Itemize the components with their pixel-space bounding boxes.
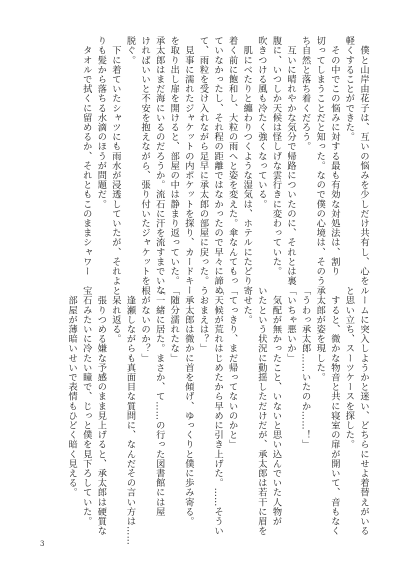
text-line: 「天候が荒れはじめたから早めに引き上げた。……そうい (212, 286, 224, 536)
text-line: タオルで拭くに留めるか、それともこのままシャワー (80, 36, 92, 276)
text-line: すると、微かな物音と共に寝室の扉が開いて、音もなく (328, 286, 340, 536)
text-line: 腹に、いつしか天候は怪しげな雲行きに変わっていた。 (270, 36, 282, 276)
text-line: 着く前に飽和し、大粒の雨へと姿を変えた。傘なんてもっ (226, 36, 238, 286)
text-line: 下に着ていたシャツにも雨水が浸透していたが、それよ (109, 36, 121, 286)
text-line: 互いに晴れやかな気分で帰路についたのに、それとは裏 (285, 36, 297, 286)
text-line: ければいいと不安を抱えながら、張り付いたジャケットを (139, 36, 151, 286)
text-line: 寄せた。 (241, 286, 253, 325)
text-line: と呆れ返る。 (109, 286, 121, 344)
upper-text-block (24, 36, 370, 296)
text-line: いたという状況に動揺しただけだが、承太郎は若干に眉を (255, 286, 267, 536)
text-line: 承太郎はまだ海にいるのだろうか。流石に汗を流すまでいな (153, 36, 165, 296)
text-line: りも髪から落ちる水滴のほうが問題だ。 (95, 36, 107, 209)
text-line: て、雨粒を受け入れながら足早に承太郎の部屋に戻った。 (197, 36, 209, 286)
text-line: 逢瀬しながらも真面目な質問に、なんだその言い方は…… (124, 286, 136, 546)
text-line: 脱ぐ。 (124, 36, 136, 65)
text-line: 宝石みたいに冷たい瞳で、じっと僕を見下ろしていた。 (80, 286, 92, 526)
text-line: 吹きつける風も冷たく強くなっている。 (255, 36, 267, 209)
text-line: 「一緒に居た。まさか、て……の行った図書館には屋 (153, 286, 165, 517)
text-line: ていなかったし、それ程の距離ではなかったので早々に諦め (212, 36, 224, 296)
text-line: 気配が無かったこと、いないと思い込んでいた人物が (270, 286, 282, 526)
text-line: 張りつめる嫌な予感のまま見上げると、承太郎は硬質な (95, 286, 107, 536)
text-line: と思い立ち、スーツケースを探した。 (343, 286, 355, 450)
text-line: 僕と山岸由花子は、互いの悩みを少しだけ共有し、心を (358, 36, 369, 286)
text-line: ルームに突入しようかと迷い、どちらにせよ着替えがいる (358, 286, 369, 536)
text-line: 切ってしまうことだと知った。なので僕の心境は、そのう (314, 36, 326, 286)
text-line: 承太郎が姿を現した。 (314, 286, 326, 382)
text-line: 見事に濡れたジャケットの内ポケットを探り、カードキー (182, 36, 194, 296)
text-line: 肌にべたりと纏わりつくような湿気は、ホテルにたどり (241, 36, 253, 286)
text-line: 承太郎は微かに首を傾げ、ゆっくりと僕に歩み寄る。 (182, 286, 194, 526)
lower-text-block (24, 286, 370, 546)
text-line: うおまえは？」 (197, 286, 209, 354)
text-line: 軽くすることができた。 (343, 36, 355, 142)
text-line: 「うわっ承太郎……いたのか……！」 (299, 286, 311, 450)
text-line: その中でこの悩みに対する最も有効な対処法は、割り (328, 36, 340, 276)
text-line: 「てっきり、まだ帰ってないのかと」 (226, 286, 238, 450)
page-number: 3 (40, 540, 45, 548)
text-line: 部屋が薄暗いせいで表情もひどく暗く見える。 (66, 286, 78, 498)
text-line: 「随分濡れたな」 (168, 286, 180, 363)
text-line: 根がないのか？」 (139, 286, 151, 363)
text-line: を取り出し扉を開けると、部屋の中は静まり返っていた。 (168, 36, 180, 286)
text-line: ち自然と落ち着くだろう。 (299, 36, 311, 152)
text-line: 「いちゃ悪いか」 (285, 286, 297, 363)
